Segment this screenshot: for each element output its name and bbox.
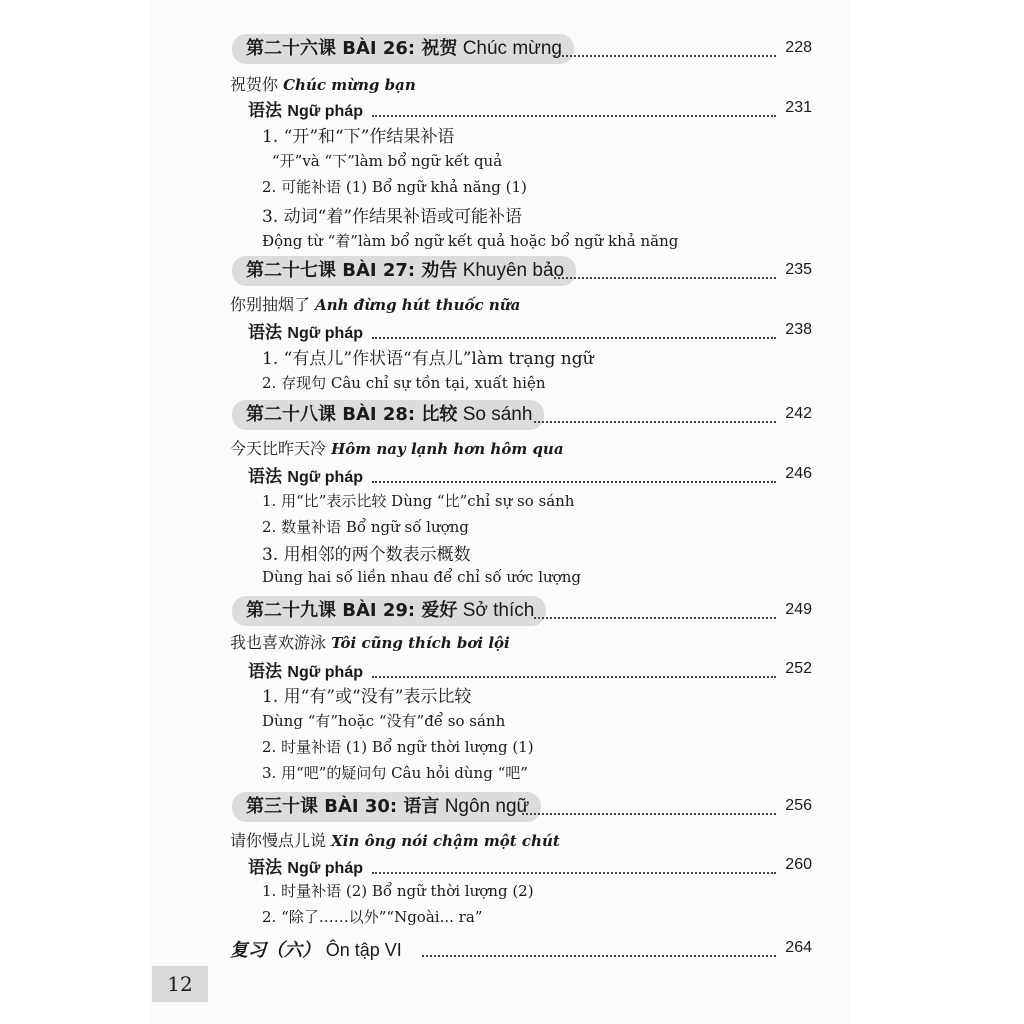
grammar-item: “开”và “下”làm bổ ngữ kết quả bbox=[272, 152, 503, 170]
grammar-item: 2. “除了……以外”“Ngoài... ra” bbox=[262, 908, 483, 926]
page-ref: 231 bbox=[785, 99, 812, 116]
grammar-item: 1. 用“比”表示比较 Dùng “比”chỉ sự so sánh bbox=[262, 492, 575, 510]
page-ref: 238 bbox=[785, 321, 812, 338]
page-ref: 256 bbox=[785, 797, 812, 814]
page-ref: 235 bbox=[785, 261, 812, 278]
lesson-27-grammar[interactable] bbox=[248, 316, 812, 344]
grammar-item: 1. “有点儿”作状语“有点儿”làm trạng ngữ bbox=[262, 349, 594, 369]
lesson-26-header[interactable] bbox=[232, 34, 812, 64]
grammar-item: Động từ “着”làm bổ ngữ kết quả hoặc bổ ngữ khả năng bbox=[262, 232, 679, 250]
review-label: 复习（六） Ôn tập VI bbox=[230, 940, 402, 961]
lesson-tag: 第二十九课 BÀI 29: 爱好 Sở thích bbox=[232, 596, 546, 626]
lesson-28-grammar[interactable] bbox=[248, 460, 812, 488]
page-ref: 264 bbox=[785, 939, 812, 956]
lesson-26-grammar[interactable] bbox=[248, 94, 812, 122]
grammar-item: 1. 用“有”或“没有”表示比较 bbox=[262, 687, 472, 707]
lesson-tag: 第二十六课 BÀI 26: 祝贺 Chúc mừng bbox=[232, 34, 574, 64]
lesson-26-title: 祝贺你 Chúc mừng bạn bbox=[230, 75, 416, 94]
grammar-item: 2. 可能补语 (1) Bổ ngữ khả năng (1) bbox=[262, 178, 527, 196]
lesson-29-grammar[interactable] bbox=[248, 655, 812, 683]
lesson-30-title: 请你慢点儿说 Xin ông nói chậm một chút bbox=[230, 831, 560, 850]
leader-dots bbox=[554, 277, 776, 279]
lesson-29-header[interactable] bbox=[232, 596, 812, 626]
page-ref: 260 bbox=[785, 856, 812, 873]
leader-dots bbox=[534, 617, 776, 619]
leader-dots bbox=[522, 813, 776, 815]
grammar-label: 语法 Ngữ pháp bbox=[248, 467, 363, 487]
lesson-tag: 第二十七课 BÀI 27: 劝告 Khuyên bảo bbox=[232, 256, 576, 286]
leader-dots bbox=[372, 676, 776, 678]
grammar-item: 2. 存现句 Câu chỉ sự tồn tại, xuất hiện bbox=[262, 374, 546, 392]
grammar-item: 2. 时量补语 (1) Bổ ngữ thời lượng (1) bbox=[262, 738, 534, 756]
lesson-27-header[interactable] bbox=[232, 256, 812, 286]
page-number: 12 bbox=[152, 966, 208, 1002]
lesson-29-title: 我也喜欢游泳 Tôi cũng thích bơi lội bbox=[230, 633, 510, 652]
grammar-item: 1. “开”和“下”作结果补语 bbox=[262, 127, 455, 147]
grammar-item: Dùng “有”hoặc “没有”để so sánh bbox=[262, 712, 506, 730]
leader-dots bbox=[372, 337, 776, 339]
lesson-30-header[interactable] bbox=[232, 792, 812, 822]
leader-dots bbox=[422, 955, 776, 957]
page-ref: 242 bbox=[785, 405, 812, 422]
grammar-label: 语法 Ngữ pháp bbox=[248, 662, 363, 682]
leader-dots bbox=[372, 115, 776, 117]
leader-dots bbox=[554, 55, 776, 57]
grammar-item: 3. 用“吧”的疑问句 Câu hỏi dùng “吧” bbox=[262, 764, 528, 782]
lesson-30-grammar[interactable] bbox=[248, 851, 812, 879]
lesson-27-title: 你别抽烟了 Anh đừng hút thuốc nữa bbox=[230, 295, 521, 314]
grammar-item: Dùng hai số liền nhau để chỉ số ước lượng bbox=[262, 568, 581, 586]
grammar-label: 语法 Ngữ pháp bbox=[248, 858, 363, 878]
review-6-entry[interactable] bbox=[230, 934, 812, 962]
grammar-item: 3. 动词“着”作结果补语或可能补语 bbox=[262, 207, 523, 227]
lesson-tag: 第二十八课 BÀI 28: 比较 So sánh bbox=[232, 400, 544, 430]
leader-dots bbox=[534, 421, 776, 423]
page-ref: 246 bbox=[785, 465, 812, 482]
grammar-item: 3. 用相邻的两个数表示概数 bbox=[262, 545, 471, 565]
page-ref: 228 bbox=[785, 39, 812, 56]
lesson-28-header[interactable] bbox=[232, 400, 812, 430]
leader-dots bbox=[372, 872, 776, 874]
grammar-label: 语法 Ngữ pháp bbox=[248, 323, 363, 343]
grammar-label: 语法 Ngữ pháp bbox=[248, 101, 363, 121]
grammar-item: 2. 数量补语 Bổ ngữ số lượng bbox=[262, 518, 469, 536]
leader-dots bbox=[372, 481, 776, 483]
lesson-28-title: 今天比昨天冷 Hôm nay lạnh hơn hôm qua bbox=[230, 439, 564, 458]
page-ref: 249 bbox=[785, 601, 812, 618]
lesson-tag: 第三十课 BÀI 30: 语言 Ngôn ngữ bbox=[232, 792, 541, 822]
page-ref: 252 bbox=[785, 660, 812, 677]
grammar-item: 1. 时量补语 (2) Bổ ngữ thời lượng (2) bbox=[262, 882, 534, 900]
